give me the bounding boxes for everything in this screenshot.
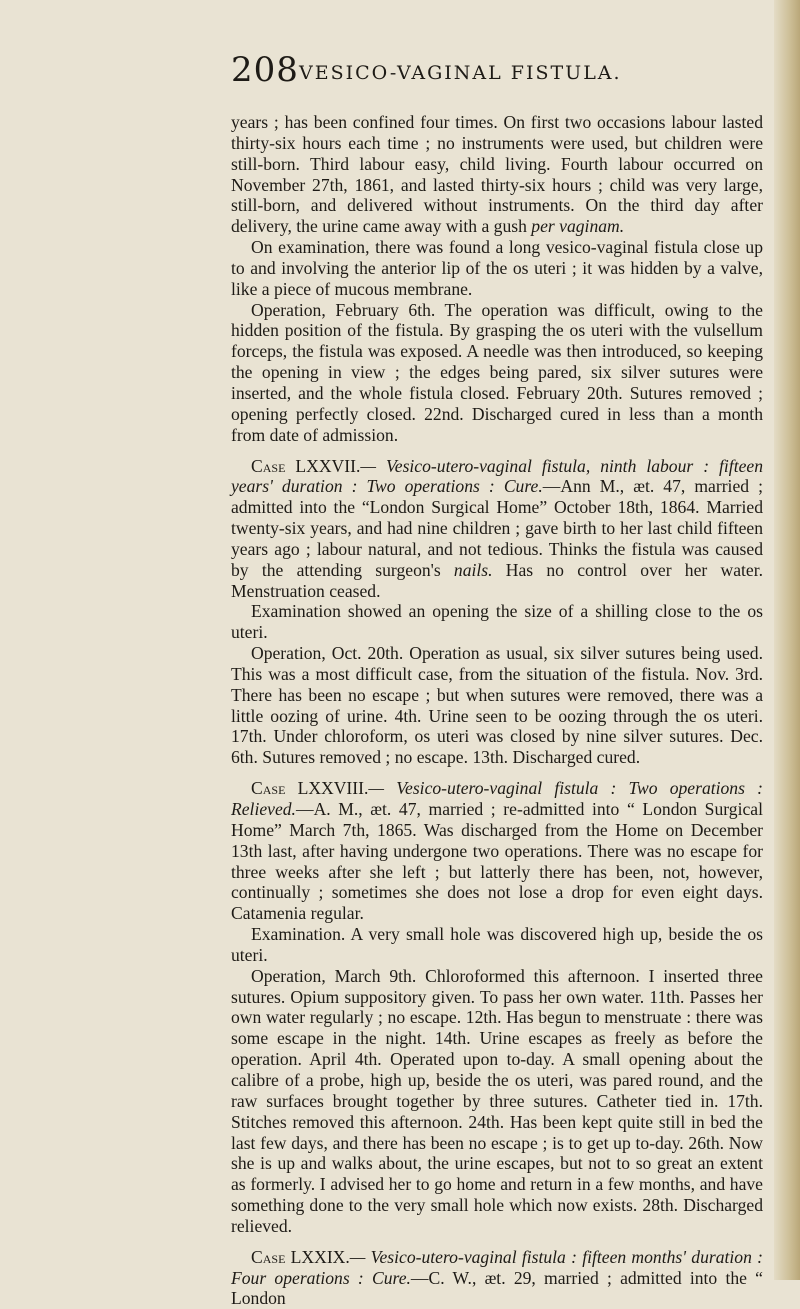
case-label: Case LXXIX. bbox=[251, 1246, 350, 1267]
paragraph-continuation: years ; has been confined four times. On first two occasions labour lasted thirty-six hours each time ; no instruments were used, but children were still-born. Third labour easy, child living. Fourth labour occurred on November 27th, 1861, and lasted thirty-six hours ; child was very large, still-born, and delivered without instruments. On the third day after delivery, the urine came away with a gush per vaginam. bbox=[231, 112, 763, 237]
case-79-heading: Case LXXIX.— Vesico-utero-vaginal fistula : fifteen months' duration : Four operations : Cure.—C. W., æt. 29, married ; admitted into the “ London bbox=[231, 1246, 763, 1309]
case-78-heading: Case LXXVIII.— Vesico-utero-vaginal fistula : Two operations : Relieved.—A. M., æt. 47, married ; re-admitted into “ London Surgical Home” March 7th, 1865. Was discharged from the Home on December 13th last, after having undergone two operations. There was no escape for three weeks after she left ; but latterly there has been, not, however, continually ; sometimes she does not lose a drop for even eight days. Catamenia regular. bbox=[231, 778, 763, 924]
case-78-examination: Examination. A very small hole was discovered high up, beside the os uteri. bbox=[231, 924, 763, 965]
page-edge bbox=[774, 0, 800, 1280]
running-head: VESICO-VAGINAL FISTULA. bbox=[299, 62, 622, 84]
case-label: Case LXXVIII. bbox=[251, 778, 369, 799]
paragraph-operation: Operation, February 6th. The operation was difficult, owing to the hidden position of the fistula. By grasping the os uteri with the vulsellum forceps, the fistula was exposed. A needle was then introduced, so keeping the opening in view ; the edges being pared, six silver sutures were inserted, and the whole fistula closed. February 20th. Sutures removed ; opening perfectly closed. 22nd. Discharged cured in less than a month from date of admission. bbox=[231, 299, 763, 445]
case-77-heading: Case LXXVII.— Vesico-utero-vaginal fistula, ninth labour : fifteen years' duration : Two operations : Cure.—Ann M., æt. 47, married ; admitted into the “London Surgical Home” October 18th, 1864. Married twenty-six years, and had nine children ; gave birth to her last child fifteen years ago ; labour natural, and not tedious. Thinks the fistula was caused by the attending surgeon's nails. Has no control over her water. Menstruation ceased. bbox=[231, 455, 764, 601]
case-77-operation: Operation, Oct. 20th. Operation as usual, six silver sutures being used. This was a most difficult case, from the situation of the fistula. Nov. 3rd. There has been no escape ; but when sutures were removed, there was a little oozing of urine. 4th. Urine seen to be oozing through the os uteri. 17th. Under chloroform, os uteri was closed by nine silver sutures. Dec. 6th. Sutures removed ; no escape. 13th. Discharged cured. bbox=[231, 643, 763, 768]
case-title: — Vesico-utero-vaginal fistula : fifteen months' duration : Four operations : Cure. bbox=[231, 1246, 763, 1288]
case-label: Case LXXVII. bbox=[251, 455, 361, 476]
page-number: 208 bbox=[231, 50, 299, 90]
page-header bbox=[231, 50, 731, 94]
case-title: — Vesico-utero-vaginal fistula, ninth labour : fifteen years' duration : Two operations : Cure. bbox=[231, 455, 763, 497]
text-body bbox=[231, 112, 763, 1309]
paragraph-examination: On examination, there was found a long vesico-vaginal fistula close up to and involving the anterior lip of the os uteri ; it was hidden by a valve, like a piece of mucous membrane. bbox=[231, 237, 763, 299]
case-title: — Vesico-utero-vaginal fistula : Two operations : Relieved. bbox=[231, 778, 763, 819]
case-77-examination: Examination showed an opening the size of a shilling close to the os uteri. bbox=[231, 601, 763, 643]
case-78-operation: Operation, March 9th. Chloroformed this afternoon. I inserted three sutures. Opium suppository given. To pass her own water. 11th. Passes her own water regularly ; no escape. 12th. Has begun to menstruate : there was some escape in the night. 14th. Urine escapes as freely as before the operation. April 4th. Operated upon to-day. A small opening about the calibre of a probe, high up, beside the os uteri, was pared round, and the raw surfaces brought together by three sutures. Catheter tied in. 17th. Stitches removed this afternoon. 24th. Has been kept quite still in bed the last few days, and there has been no escape ; is to get up to-day. 26th. Now she is up and walks about, the urine escapes, but not to so great an extent as formerly. I advised her to go home and return in a few months, and have something done to the very small hole which now exists. 28th. Discharged relieved. bbox=[231, 965, 763, 1236]
